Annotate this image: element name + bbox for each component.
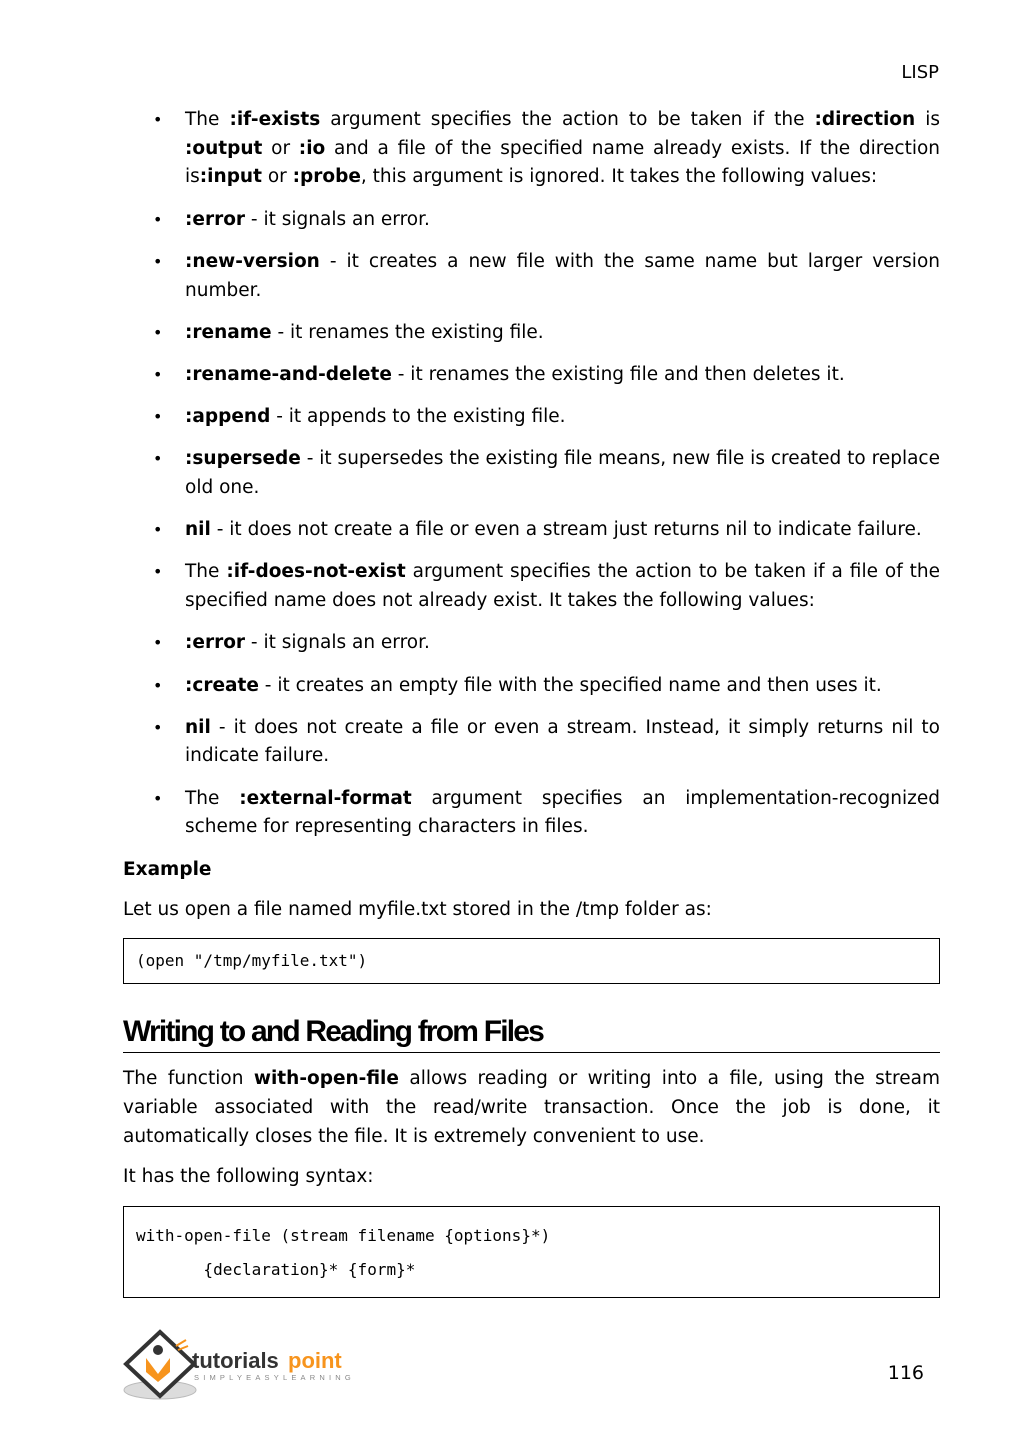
list-item: • :error - it signals an error.	[123, 206, 940, 235]
list-item-external-format: • The :external-format argument specifies an implementation-recognized scheme for representing characters in files.	[123, 785, 940, 842]
list-item: • nil - it does not create a file or even a stream just returns nil to indicate failure.	[123, 516, 940, 545]
list-item: • :rename-and-delete - it renames the existing file and then deletes it.	[123, 361, 940, 390]
list-item: • nil - it does not create a file or even a stream. Instead, it simply returns nil to indicate failure.	[123, 714, 940, 771]
page-number: 116	[887, 1362, 924, 1384]
example-label: Example	[123, 858, 212, 880]
logo-diamond-icon	[122, 1328, 372, 1402]
section-paragraph: The function with-open-file allows reading or writing into a file, using the stream variable associated with the read/write transaction. Once the job is done, it automatically closes the file. It is extremely convenient to use.	[123, 1068, 941, 1147]
code-block-open: (open "/tmp/myfile.txt")	[123, 938, 940, 984]
code-line: with-open-file (stream filename {options}*)	[136, 1226, 551, 1246]
svg-text:point: point	[288, 1348, 342, 1373]
page-content	[123, 106, 940, 1298]
list-item: • :create - it creates an empty file with the specified name and then uses it.	[123, 672, 940, 701]
syntax-intro: It has the following syntax:	[123, 1166, 374, 1188]
list-item: • :supersede - it supersedes the existing file means, new file is created to replace old one.	[123, 445, 940, 502]
example-intro: Let us open a file named myfile.txt stored in the /tmp folder as:	[123, 898, 712, 920]
list-item-if-does-not-exist: • The :if-does-not-exist argument specifies the action to be taken if a file of the specified name does not already exist. It takes the following values:	[123, 558, 940, 615]
section-heading: Writing to and Reading from Files	[123, 1014, 940, 1053]
list-item: • :rename - it renames the existing file.	[123, 319, 940, 348]
bullet-list	[123, 106, 940, 842]
list-item-if-exists: • The :if-exists argument specifies the action to be taken if the :direction is :output or :io and a file of the specified name already exists. If the direction is:input or :probe, this argument is ignored. It takes the following values:	[123, 106, 940, 192]
code-block-syntax	[123, 1206, 940, 1298]
svg-text:SIMPLYEASYLEARNING: SIMPLYEASYLEARNING	[194, 1373, 355, 1382]
code-line: {declaration}* {form}*	[136, 1260, 416, 1280]
list-item: • :error - it signals an error.	[123, 629, 940, 658]
svg-text:tutorials: tutorials	[192, 1348, 279, 1373]
running-header: LISP	[901, 62, 939, 83]
list-item: • :new-version - it creates a new file with the same name but larger version number.	[123, 248, 940, 305]
tutorialspoint-logo	[122, 1328, 372, 1402]
list-item: • :append - it appends to the existing file.	[123, 403, 940, 432]
